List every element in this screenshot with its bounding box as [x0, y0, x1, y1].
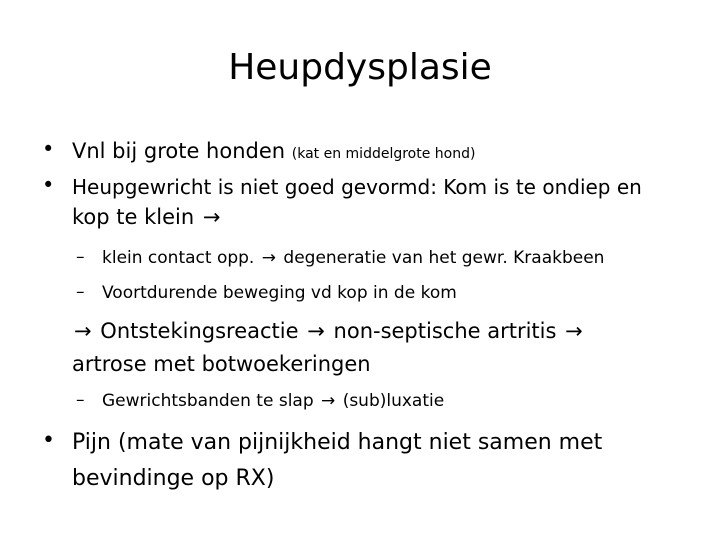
bullet-text: [72, 136, 475, 170]
arrow-right-icon: →: [74, 319, 92, 343]
arrow-right-icon: →: [565, 319, 583, 343]
bullet-text-line1: Pijn (mate van pijnijkheid hangt niet samen met: [72, 430, 603, 455]
continuation-line2: artrose met botwoekeringen: [72, 352, 371, 376]
bullet-text-line2: bevindinge op RX): [72, 466, 275, 491]
bullet-text-note: (kat en middelgrote hond): [291, 146, 476, 162]
continuation-line1: [72, 316, 585, 347]
sub-item-text-b: (sub)luxatie: [342, 391, 445, 411]
dash-icon: –: [76, 282, 85, 302]
arrow-right-icon: →: [202, 205, 221, 229]
arrow-right-icon: →: [261, 248, 276, 268]
bullet-icon: •: [42, 428, 55, 453]
sub-item-text: Voortdurende beweging vd kop in de kom: [102, 283, 457, 303]
continuation-text-b: non-septische artritis: [333, 319, 557, 343]
dash-icon: –: [76, 247, 85, 267]
bullet-icon: •: [42, 173, 55, 197]
sub-item-text: [102, 388, 444, 414]
bullet-text-main: Vnl bij grote honden: [72, 139, 286, 163]
slide-title: Heupdysplasie: [228, 47, 492, 88]
sub-item-text: [102, 245, 604, 271]
sub-item-text-a: klein contact opp.: [102, 248, 255, 268]
arrow-right-icon: →: [307, 319, 325, 343]
bullet-text-line1: Heupgewricht is niet goed gevormd: Kom is te ondiep en: [72, 175, 642, 199]
sub-item-text-b: degeneratie van het gewr. Kraakbeen: [283, 248, 605, 268]
arrow-right-icon: →: [321, 391, 336, 411]
sub-item-text-a: Gewrichtsbanden te slap: [102, 391, 314, 411]
dash-icon: –: [76, 390, 85, 410]
bullet-icon: •: [42, 137, 55, 161]
bullet-text-line2: [72, 202, 222, 233]
continuation-text-a: Ontstekingsreactie: [100, 319, 299, 343]
bullet-text-line2-label: kop te klein: [72, 205, 195, 229]
